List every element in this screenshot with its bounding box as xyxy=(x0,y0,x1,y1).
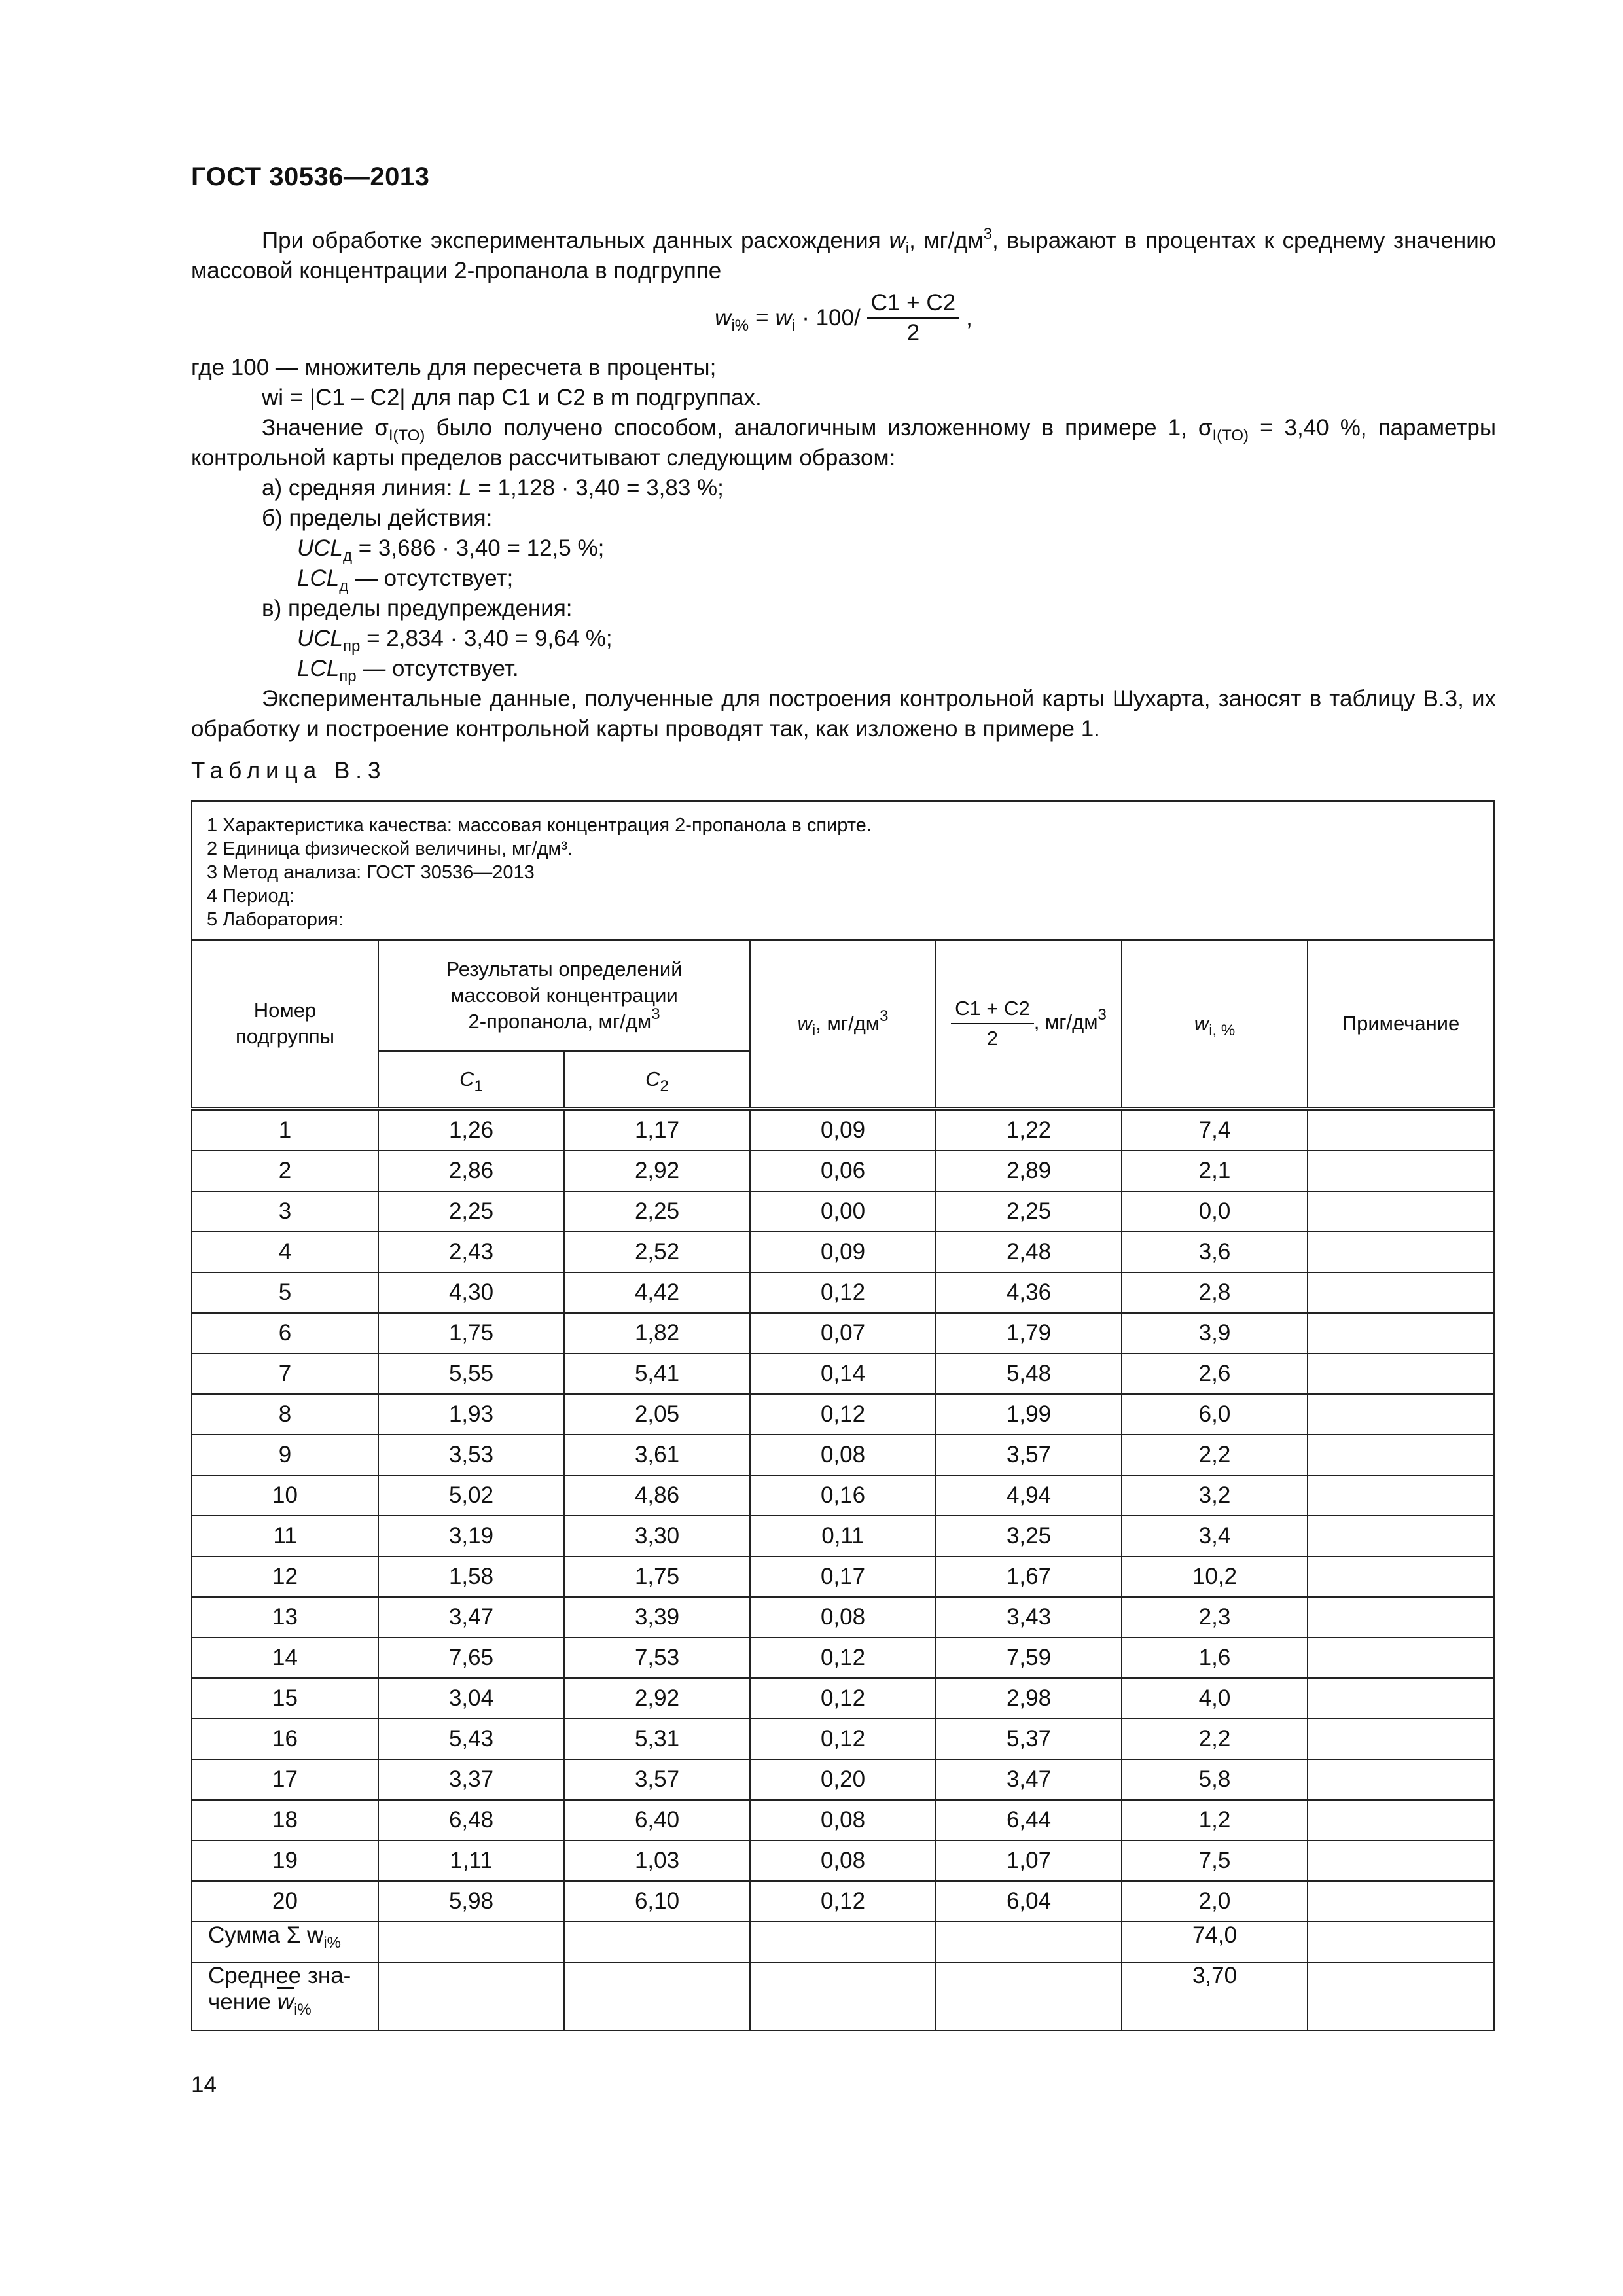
cell-wi: 0,09 xyxy=(750,1232,936,1272)
table-row xyxy=(192,1272,1494,1313)
cell-wi: 0,20 xyxy=(750,1759,936,1800)
table-info-block xyxy=(192,801,1494,940)
intro-paragraph: При обработке экспериментальных данных расхождения $w_i$, $мг/дм^3$, выражают в процентах к среднему значению массовой концентрации 2-пропанола в подгруппе xyxy=(191,225,1496,283)
cell-note xyxy=(1308,1475,1494,1516)
cell-note xyxy=(1308,1597,1494,1638)
cell-wpct: 2,2 xyxy=(1122,1719,1308,1759)
cell-note xyxy=(1308,1556,1494,1597)
cell-note xyxy=(1308,1109,1494,1151)
cell-n: 2 xyxy=(192,1151,378,1191)
cell-wpct: 7,5 xyxy=(1122,1840,1308,1881)
sum-value: 74,0 xyxy=(1122,1922,1308,1962)
table-row xyxy=(192,1313,1494,1354)
cell-wpct: 5,8 xyxy=(1122,1759,1308,1800)
cell-mean: 2,25 xyxy=(936,1191,1122,1232)
table-row xyxy=(192,1151,1494,1191)
table-caption: Таблица В.3 xyxy=(191,758,387,783)
cell-c2: 2,92 xyxy=(564,1151,750,1191)
cell-n: 9 xyxy=(192,1435,378,1475)
cell-note xyxy=(1308,1313,1494,1354)
cell-note xyxy=(1308,1516,1494,1556)
cell-mean: 2,98 xyxy=(936,1678,1122,1719)
info-line: 3 Метод анализа: ГОСТ 30536—2013 xyxy=(207,862,535,883)
table-row xyxy=(192,1800,1494,1840)
cell-c1: 2,86 xyxy=(378,1151,564,1191)
body-text xyxy=(191,226,1496,744)
cell-c1: 1,26 xyxy=(378,1109,564,1151)
cell-n: 16 xyxy=(192,1719,378,1759)
cell-mean: 3,25 xyxy=(936,1516,1122,1556)
item-a: а) средняя линия: L = 1,128 · 3,40 = 3,83 %; xyxy=(262,475,724,501)
cell-mean: 2,89 xyxy=(936,1151,1122,1191)
header-w-percent: $w_{i, \%}$ xyxy=(1122,940,1308,1109)
cell-mean: 6,44 xyxy=(936,1800,1122,1840)
cell-c2: 2,92 xyxy=(564,1678,750,1719)
cell-wpct: 1,6 xyxy=(1122,1638,1308,1678)
cell-c1: 3,37 xyxy=(378,1759,564,1800)
cell-wpct: 2,8 xyxy=(1122,1272,1308,1313)
cell-c1: 1,93 xyxy=(378,1394,564,1435)
cell-wpct: 3,4 xyxy=(1122,1516,1308,1556)
cell-wpct: 3,6 xyxy=(1122,1232,1308,1272)
cell-n: 17 xyxy=(192,1759,378,1800)
table-row xyxy=(192,1840,1494,1881)
cell-wpct: 1,2 xyxy=(1122,1800,1308,1840)
table-row xyxy=(192,1475,1494,1516)
cell-c2: 1,82 xyxy=(564,1313,750,1354)
cell-n: 1 xyxy=(192,1109,378,1151)
cell-mean: 1,22 xyxy=(936,1109,1122,1151)
cell-c2: 2,25 xyxy=(564,1191,750,1232)
sum-row xyxy=(192,1922,1494,1962)
cell-c2: 3,30 xyxy=(564,1516,750,1556)
cell-n: 8 xyxy=(192,1394,378,1435)
cell-note xyxy=(1308,1800,1494,1840)
formula-fraction: $\frac{C1 + C2}{2}$ xyxy=(867,290,959,346)
item-c: в) пределы предупреждения: xyxy=(262,596,573,621)
table-row xyxy=(192,1678,1494,1719)
cell-note xyxy=(1308,1840,1494,1881)
cell-mean: 7,59 xyxy=(936,1638,1122,1678)
cell-c2: 3,61 xyxy=(564,1435,750,1475)
wi-definition: wi = |C1 – C2| для пар C1 и C2 в m подгруппах. xyxy=(262,385,762,410)
cell-n: 15 xyxy=(192,1678,378,1719)
cell-note xyxy=(1308,1881,1494,1922)
average-label: Среднее зна- чение $\overline{w}_{i\%}$ xyxy=(192,1962,378,2030)
table-row xyxy=(192,1354,1494,1394)
table-row xyxy=(192,1232,1494,1272)
cell-wi: 0,08 xyxy=(750,1435,936,1475)
cell-note xyxy=(1308,1354,1494,1394)
cell-n: 5 xyxy=(192,1272,378,1313)
cell-mean: 2,48 xyxy=(936,1232,1122,1272)
cell-c1: 5,02 xyxy=(378,1475,564,1516)
cell-wi: 0,07 xyxy=(750,1313,936,1354)
cell-wpct: 2,6 xyxy=(1122,1354,1308,1394)
cell-wi: 0,16 xyxy=(750,1475,936,1516)
table-row xyxy=(192,1109,1494,1151)
page-number: 14 xyxy=(191,2072,217,2098)
cell-wi: 0,00 xyxy=(750,1191,936,1232)
cell-c1: 1,11 xyxy=(378,1840,564,1881)
table-row xyxy=(192,1638,1494,1678)
sum-label: Сумма Σ $w_{i\%}$ xyxy=(192,1922,378,1962)
cell-mean: 3,47 xyxy=(936,1759,1122,1800)
cell-c1: 7,65 xyxy=(378,1638,564,1678)
cell-wi: 0,12 xyxy=(750,1272,936,1313)
info-line: 5 Лаборатория: xyxy=(207,909,344,930)
cell-c1: 4,30 xyxy=(378,1272,564,1313)
cell-wi: 0,12 xyxy=(750,1678,936,1719)
cell-c1: 2,43 xyxy=(378,1232,564,1272)
header-c2: $C_2$ xyxy=(564,1051,750,1109)
cell-note xyxy=(1308,1272,1494,1313)
header-mean: $\frac{C1 + C2}{2}$ , $мг/дм^3$ xyxy=(936,940,1122,1109)
lcl-warning: $LCL_{пр}$ — отсутствует. xyxy=(297,656,519,685)
where-line: где 100 — множитель для пересчета в проценты; xyxy=(191,355,717,380)
average-row xyxy=(192,1962,1494,2030)
final-paragraph: Экспериментальные данные, полученные для построения контрольной карты Шухарта, заносят в таблицу В.3, их обработку и построение контрольной карты проводят так, как изложено в примере 1. xyxy=(191,686,1496,742)
cell-c2: 4,42 xyxy=(564,1272,750,1313)
cell-c2: 5,31 xyxy=(564,1719,750,1759)
table-row xyxy=(192,1759,1494,1800)
cell-wi: 0,12 xyxy=(750,1719,936,1759)
lcl-action: $LCL_д$ — отсутствует; xyxy=(297,565,514,595)
table-row xyxy=(192,1556,1494,1597)
cell-n: 4 xyxy=(192,1232,378,1272)
cell-note xyxy=(1308,1394,1494,1435)
cell-c1: 3,53 xyxy=(378,1435,564,1475)
cell-wpct: 0,0 xyxy=(1122,1191,1308,1232)
cell-c1: 1,58 xyxy=(378,1556,564,1597)
cell-n: 12 xyxy=(192,1556,378,1597)
info-line: 2 Единица физической величины, мг/дм³. xyxy=(207,838,573,859)
cell-wpct: 2,1 xyxy=(1122,1151,1308,1191)
cell-mean: 1,07 xyxy=(936,1840,1122,1881)
cell-wi: 0,14 xyxy=(750,1354,936,1394)
cell-c2: 1,75 xyxy=(564,1556,750,1597)
cell-c2: 4,86 xyxy=(564,1475,750,1516)
table-row xyxy=(192,1435,1494,1475)
cell-c2: 2,05 xyxy=(564,1394,750,1435)
cell-wpct: 3,2 xyxy=(1122,1475,1308,1516)
cell-c2: 6,40 xyxy=(564,1800,750,1840)
cell-wi: 0,08 xyxy=(750,1800,936,1840)
cell-mean: 1,67 xyxy=(936,1556,1122,1597)
cell-wpct: 6,0 xyxy=(1122,1394,1308,1435)
cell-c1: 5,43 xyxy=(378,1719,564,1759)
header-group-number: Номер подгруппы xyxy=(192,940,378,1109)
cell-c2: 6,10 xyxy=(564,1881,750,1922)
cell-n: 6 xyxy=(192,1313,378,1354)
cell-n: 18 xyxy=(192,1800,378,1840)
cell-mean: 4,94 xyxy=(936,1475,1122,1516)
header-wi: $w_i$, $мг/дм^3$ xyxy=(750,940,936,1109)
cell-c2: 3,57 xyxy=(564,1759,750,1800)
average-value: 3,70 xyxy=(1122,1962,1308,2030)
header-c1: $C_1$ xyxy=(378,1051,564,1109)
cell-wi: 0,12 xyxy=(750,1394,936,1435)
cell-n: 11 xyxy=(192,1516,378,1556)
cell-wpct: 2,0 xyxy=(1122,1881,1308,1922)
cell-mean: 3,43 xyxy=(936,1597,1122,1638)
cell-c2: 3,39 xyxy=(564,1597,750,1638)
cell-note xyxy=(1308,1638,1494,1678)
cell-n: 14 xyxy=(192,1638,378,1678)
sigma-paragraph: Значение $\sigma_{I(TO)}$ было получено способом, аналогичным изложенному в примере 1, $\sigma_{I(TO)} = 3,40$ %, параметры контрольной карты пределов рассчитывают следующим образом: xyxy=(191,415,1496,471)
cell-wpct: 3,9 xyxy=(1122,1313,1308,1354)
cell-note xyxy=(1308,1191,1494,1232)
cell-wi: 0,06 xyxy=(750,1151,936,1191)
cell-wpct: 2,2 xyxy=(1122,1435,1308,1475)
cell-note xyxy=(1308,1719,1494,1759)
cell-c1: 5,55 xyxy=(378,1354,564,1394)
table-body xyxy=(192,1109,1494,1922)
cell-wi: 0,17 xyxy=(750,1556,936,1597)
cell-wpct: 10,2 xyxy=(1122,1556,1308,1597)
percent-formula: $w_{i\%}$ = $w_i$ · 100/ $\frac{C1 + C2}{2}$ , xyxy=(715,290,972,346)
item-b: б) пределы действия: xyxy=(262,505,493,531)
cell-wi: 0,11 xyxy=(750,1516,936,1556)
ucl-warning: $UCL_{пр} = 2,834 \cdot 3,40 = 9,64$ %; xyxy=(297,626,613,655)
cell-n: 10 xyxy=(192,1475,378,1516)
table-row xyxy=(192,1394,1494,1435)
info-line: 4 Период: xyxy=(207,886,294,906)
cell-c2: 5,41 xyxy=(564,1354,750,1394)
cell-mean: 6,04 xyxy=(936,1881,1122,1922)
standard-designation: ГОСТ 30536—2013 xyxy=(191,162,430,191)
cell-c1: 1,75 xyxy=(378,1313,564,1354)
header-note: Примечание xyxy=(1308,940,1494,1109)
cell-c2: 1,17 xyxy=(564,1109,750,1151)
cell-note xyxy=(1308,1678,1494,1719)
cell-wi: 0,12 xyxy=(750,1881,936,1922)
cell-mean: 1,99 xyxy=(936,1394,1122,1435)
table-b3 xyxy=(191,800,1493,2031)
cell-wi: 0,09 xyxy=(750,1109,936,1151)
cell-wpct: 2,3 xyxy=(1122,1597,1308,1638)
cell-n: 19 xyxy=(192,1840,378,1881)
table-row xyxy=(192,1881,1494,1922)
table-row xyxy=(192,1597,1494,1638)
cell-c1: 3,04 xyxy=(378,1678,564,1719)
cell-note xyxy=(1308,1232,1494,1272)
cell-wpct: 4,0 xyxy=(1122,1678,1308,1719)
cell-mean: 4,36 xyxy=(936,1272,1122,1313)
ucl-action: $UCL_д = 3,686 \cdot 3,40 = 12,5$ %; xyxy=(297,535,605,565)
table-row xyxy=(192,1191,1494,1232)
cell-wpct: 7,4 xyxy=(1122,1109,1308,1151)
cell-c2: 7,53 xyxy=(564,1638,750,1678)
cell-note xyxy=(1308,1759,1494,1800)
cell-n: 20 xyxy=(192,1881,378,1922)
cell-c1: 3,19 xyxy=(378,1516,564,1556)
cell-wi: 0,08 xyxy=(750,1840,936,1881)
table-row xyxy=(192,1516,1494,1556)
cell-note xyxy=(1308,1151,1494,1191)
cell-c1: 6,48 xyxy=(378,1800,564,1840)
info-line: 1 Характеристика качества: массовая концентрация 2-пропанола в спирте. xyxy=(207,815,872,836)
cell-n: 13 xyxy=(192,1597,378,1638)
cell-c2: 1,03 xyxy=(564,1840,750,1881)
cell-n: 3 xyxy=(192,1191,378,1232)
cell-wi: 0,12 xyxy=(750,1638,936,1678)
cell-c1: 3,47 xyxy=(378,1597,564,1638)
cell-n: 7 xyxy=(192,1354,378,1394)
cell-mean: 5,48 xyxy=(936,1354,1122,1394)
cell-c2: 2,52 xyxy=(564,1232,750,1272)
cell-c1: 5,98 xyxy=(378,1881,564,1922)
table-row xyxy=(192,1719,1494,1759)
cell-mean: 1,79 xyxy=(936,1313,1122,1354)
cell-wi: 0,08 xyxy=(750,1597,936,1638)
cell-note xyxy=(1308,1435,1494,1475)
cell-mean: 3,57 xyxy=(936,1435,1122,1475)
header-results: Результаты определений массовой концентрации 2-пропанола, $мг/дм^3$ xyxy=(378,940,750,1051)
cell-c1: 2,25 xyxy=(378,1191,564,1232)
cell-mean: 5,37 xyxy=(936,1719,1122,1759)
